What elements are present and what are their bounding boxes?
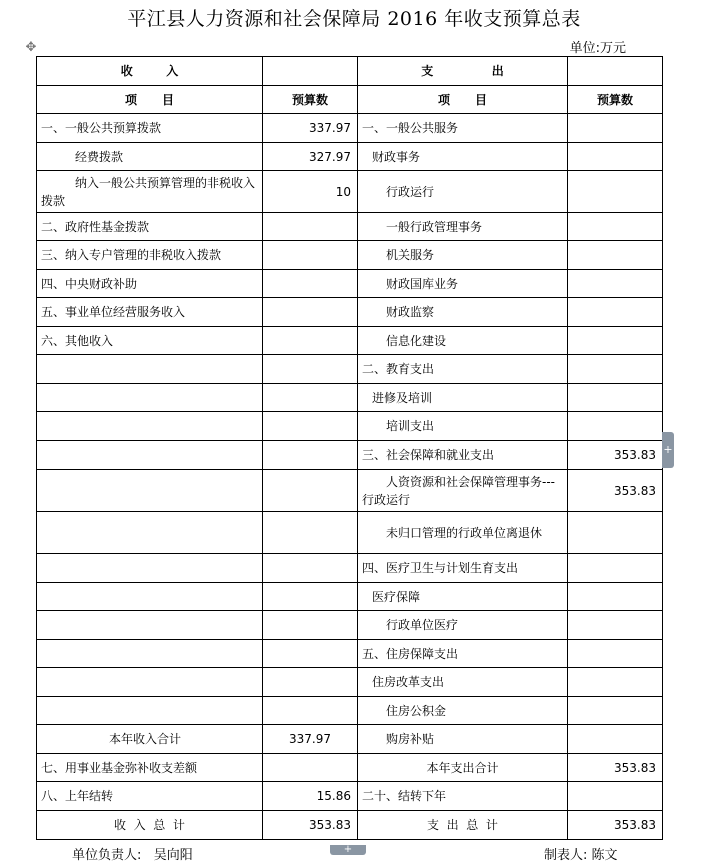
expense-item-cell: 财政事务: [358, 143, 568, 171]
expense-value-cell: [568, 327, 663, 355]
expense-item-cell: 未归口管理的行政单位离退休: [358, 512, 568, 554]
expense-item-cell: 培训支出: [358, 412, 568, 441]
income-item-cell: [37, 412, 263, 441]
table-row: [37, 725, 663, 754]
income-item-cell: 二、政府性基金拨款: [37, 213, 263, 241]
expense-item-cell: 医疗保障: [358, 583, 568, 611]
budget-table: [36, 56, 663, 840]
expense-total-value: 353.83: [568, 811, 663, 840]
expense-item-cell: 财政监察: [358, 298, 568, 327]
expense-item-cell: 人资资源和社会保障管理事务---行政运行: [358, 470, 568, 512]
table-row: [37, 213, 663, 241]
income-value-cell: 337.97: [263, 725, 358, 754]
expense-value-cell: [568, 171, 663, 213]
table-row: [37, 470, 663, 512]
income-item-cell: [37, 554, 263, 583]
table-row: [37, 270, 663, 298]
expense-item-cell: 二十、结转下年: [358, 782, 568, 811]
income-item-cell: [37, 384, 263, 412]
add-column-handle-icon[interactable]: +: [662, 432, 674, 468]
expense-value-cell: 353.83: [568, 441, 663, 470]
income-item-cell: 本年收入合计: [37, 725, 263, 754]
income-value-cell: [263, 512, 358, 554]
income-item-cell: 纳入一般公共预算管理的非税收入拨款: [37, 171, 263, 213]
income-value-cell: 10: [263, 171, 358, 213]
table-row: [37, 412, 663, 441]
expense-item-cell: 一、一般公共服务: [358, 114, 568, 143]
income-value-cell: [263, 412, 358, 441]
expense-item-cell: 四、医疗卫生与计划生育支出: [358, 554, 568, 583]
income-item-cell: [37, 611, 263, 640]
income-value-cell: [263, 583, 358, 611]
expense-value-cell: [568, 668, 663, 697]
income-value-cell: [263, 470, 358, 512]
income-budget-header: 预算数: [263, 86, 358, 114]
table-move-handle-icon[interactable]: ✥: [25, 40, 37, 55]
income-value-cell: [263, 640, 358, 668]
preparer: 制表人: 陈文: [544, 848, 618, 863]
income-value-cell: [263, 754, 358, 782]
income-total-label: 收 入 总 计: [37, 811, 263, 840]
expense-item-cell: 购房补贴: [358, 725, 568, 754]
table-row: [37, 640, 663, 668]
income-value-cell: 15.86: [263, 782, 358, 811]
table-row: [37, 611, 663, 640]
header-empty-cell: [568, 57, 663, 86]
table-row: [37, 171, 663, 213]
expense-value-cell: [568, 611, 663, 640]
income-item-cell: [37, 640, 263, 668]
income-item-cell: [37, 668, 263, 697]
expense-value-cell: [568, 512, 663, 554]
expense-item-cell: 一般行政管理事务: [358, 213, 568, 241]
expense-value-cell: [568, 384, 663, 412]
expense-value-cell: 353.83: [568, 470, 663, 512]
income-value-cell: [263, 213, 358, 241]
table-row: [37, 384, 663, 412]
table-row: [37, 554, 663, 583]
table-row: [37, 668, 663, 697]
expense-total-label: 支 出 总 计: [358, 811, 568, 840]
expense-item-cell: 二、教育支出: [358, 355, 568, 384]
expense-value-cell: [568, 213, 663, 241]
income-value-cell: [263, 554, 358, 583]
expense-item-cell: 五、住房保障支出: [358, 640, 568, 668]
add-row-handle-icon[interactable]: +: [330, 845, 366, 855]
expense-value-cell: [568, 355, 663, 384]
header-row-columns: [37, 86, 663, 114]
expense-value-cell: [568, 782, 663, 811]
expense-value-cell: [568, 143, 663, 171]
table-row: [37, 697, 663, 725]
expense-budget-header: 预算数: [568, 86, 663, 114]
income-value-cell: 327.97: [263, 143, 358, 171]
expense-item-cell: 进修及培训: [358, 384, 568, 412]
expense-value-cell: 353.83: [568, 754, 663, 782]
expense-value-cell: [568, 725, 663, 754]
income-value-cell: [263, 298, 358, 327]
expense-item-cell: 财政国库业务: [358, 270, 568, 298]
income-item-cell: [37, 697, 263, 725]
income-section-header: 收 入: [37, 57, 263, 86]
income-item-cell: [37, 355, 263, 384]
table-row: [37, 355, 663, 384]
table-row: [37, 114, 663, 143]
expense-item-cell: 住房公积金: [358, 697, 568, 725]
income-item-cell: 一、一般公共预算拨款: [37, 114, 263, 143]
expense-item-cell: 行政运行: [358, 171, 568, 213]
table-row: [37, 512, 663, 554]
expense-value-cell: [568, 298, 663, 327]
income-value-cell: 337.97: [263, 114, 358, 143]
expense-value-cell: [568, 114, 663, 143]
income-item-cell: 三、纳入专户管理的非税收入拨款: [37, 241, 263, 270]
income-value-cell: [263, 355, 358, 384]
income-value-cell: [263, 241, 358, 270]
income-value-cell: [263, 611, 358, 640]
table-row: [37, 782, 663, 811]
totals-row: [37, 811, 663, 840]
table-row: [37, 583, 663, 611]
income-item-cell: [37, 583, 263, 611]
income-item-cell: 经费拨款: [37, 143, 263, 171]
expense-item-cell: 三、社会保障和就业支出: [358, 441, 568, 470]
responsible-person: 单位负责人: 吴向阳: [72, 848, 193, 863]
expense-item-header: 项 目: [358, 86, 568, 114]
header-empty-cell: [263, 57, 358, 86]
expense-value-cell: [568, 554, 663, 583]
expense-value-cell: [568, 583, 663, 611]
income-value-cell: [263, 668, 358, 697]
table-row: [37, 241, 663, 270]
table-row: [37, 327, 663, 355]
income-value-cell: [263, 270, 358, 298]
income-item-cell: [37, 441, 263, 470]
expense-item-cell: 信息化建设: [358, 327, 568, 355]
expense-item-cell: 住房改革支出: [358, 668, 568, 697]
income-value-cell: [263, 384, 358, 412]
income-item-cell: [37, 512, 263, 554]
income-value-cell: [263, 441, 358, 470]
income-value-cell: [263, 697, 358, 725]
expense-value-cell: [568, 412, 663, 441]
expense-section-header: 支 出: [358, 57, 568, 86]
income-item-cell: 八、上年结转: [37, 782, 263, 811]
expense-value-cell: [568, 270, 663, 298]
expense-item-cell: 行政单位医疗: [358, 611, 568, 640]
table-row: [37, 754, 663, 782]
table-row: [37, 441, 663, 470]
income-value-cell: [263, 327, 358, 355]
income-item-cell: 四、中央财政补助: [37, 270, 263, 298]
table-row: [37, 298, 663, 327]
unit-label: 单位:万元: [569, 41, 626, 56]
expense-item-cell: 机关服务: [358, 241, 568, 270]
income-item-cell: 六、其他收入: [37, 327, 263, 355]
income-item-cell: [37, 470, 263, 512]
expense-value-cell: [568, 640, 663, 668]
expense-value-cell: [568, 241, 663, 270]
expense-item-cell: 本年支出合计: [358, 754, 568, 782]
income-item-header: 项 目: [37, 86, 263, 114]
header-row-sections: [37, 57, 663, 86]
table-row: [37, 143, 663, 171]
expense-value-cell: [568, 697, 663, 725]
income-total-value: 353.83: [263, 811, 358, 840]
income-item-cell: 五、事业单位经营服务收入: [37, 298, 263, 327]
income-item-cell: 七、用事业基金弥补收支差额: [37, 754, 263, 782]
document-title: 平江县人力资源和社会保障局 2016 年收支预算总表: [127, 8, 581, 30]
